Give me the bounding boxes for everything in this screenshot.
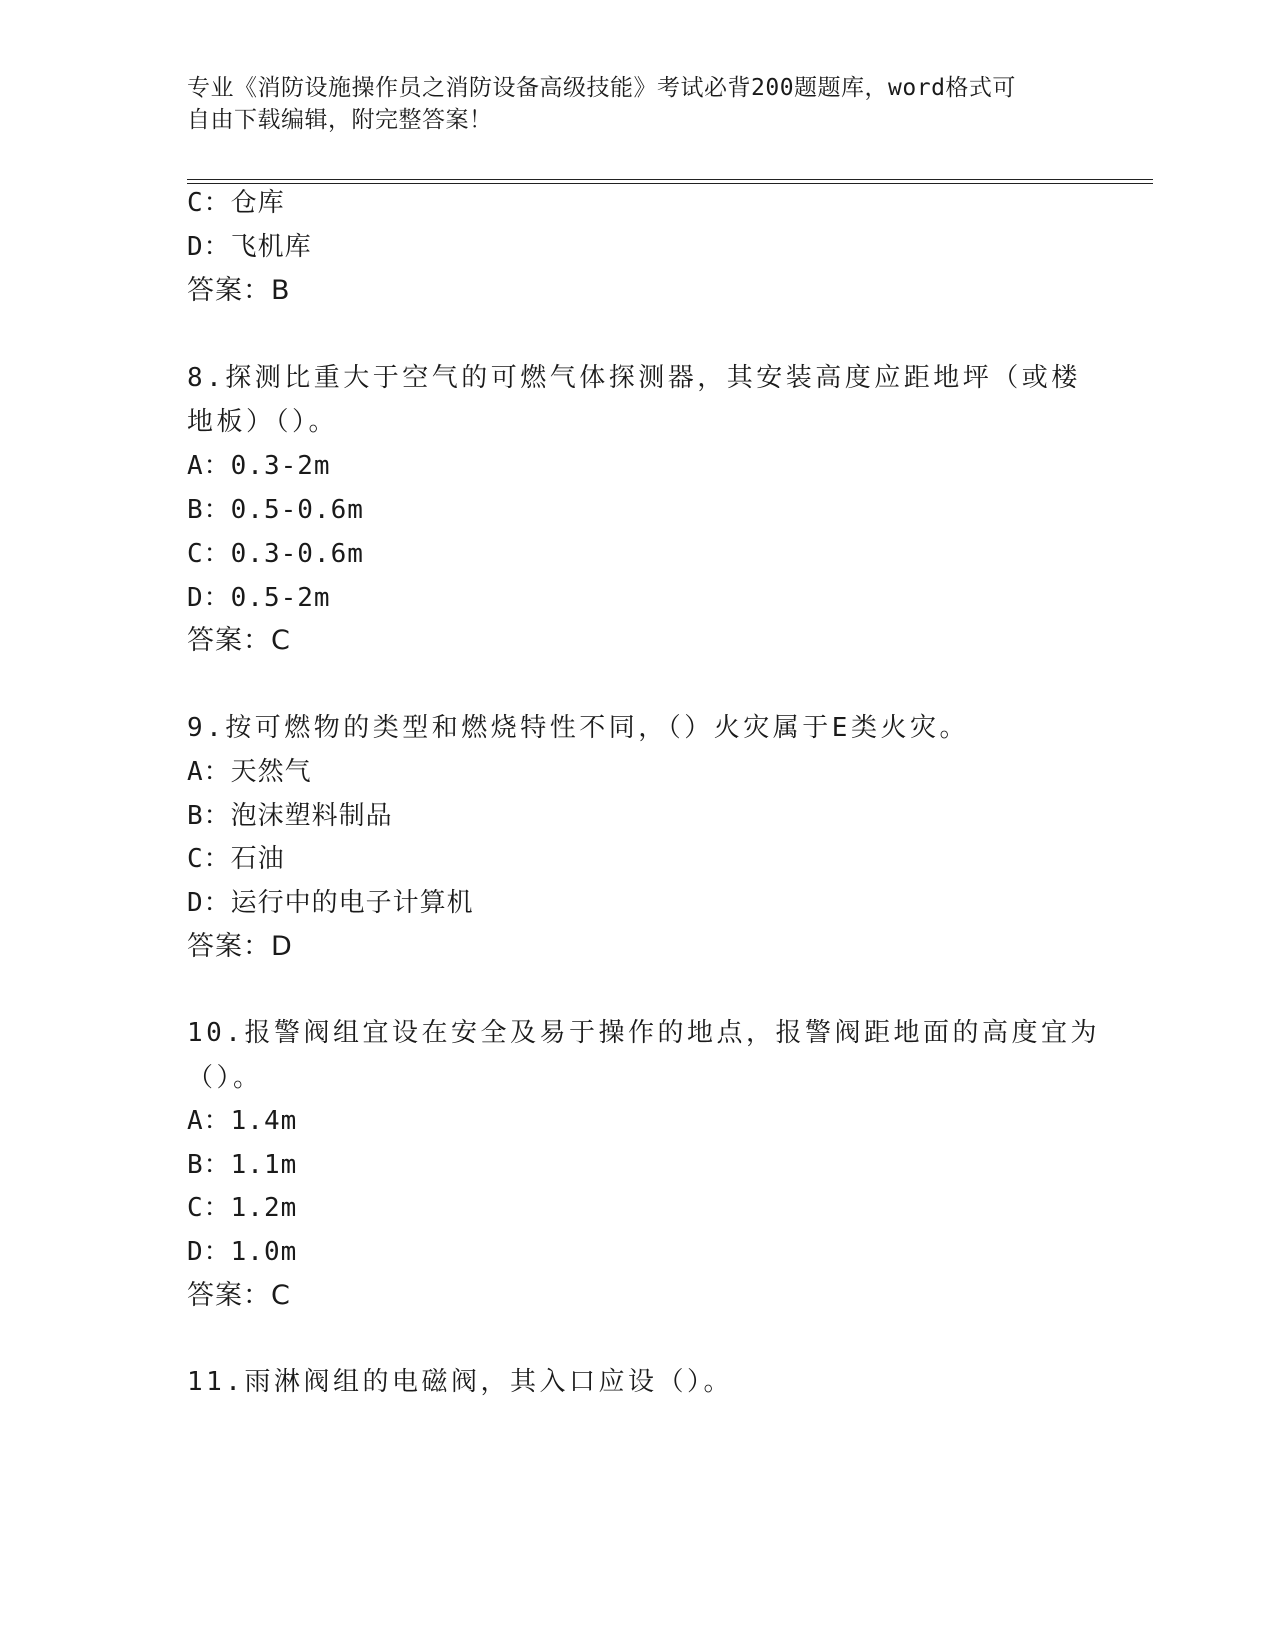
document-header (187, 72, 1067, 136)
question-stem-line: 8.探测比重大于空气的可燃气体探测器，其安装高度应距地坪（或楼 (187, 363, 1081, 393)
question-stem-line: 10.报警阀组宜设在安全及易于操作的地点，报警阀距地面的高度宜为 (187, 1018, 1100, 1048)
option-line: C：仓库 (187, 188, 285, 218)
header-line-2: 自由下载编辑，附完整答案！ (187, 107, 493, 133)
option-line: B：泡沫塑料制品 (187, 801, 393, 831)
answer-line: 答案：C (187, 1280, 291, 1311)
option-line: B：0.5-0.6m (187, 495, 364, 525)
answer-line: 答案：C (187, 625, 291, 656)
option-line: A：0.3-2m (187, 451, 331, 481)
option-line: D：运行中的电子计算机 (187, 888, 474, 918)
question-stem-line: 9.按可燃物的类型和燃烧特性不同，（）火灾属于E类火灾。 (187, 713, 969, 743)
answer-line: 答案：B (187, 275, 291, 306)
option-line: C：石油 (187, 844, 285, 874)
option-line: C：0.3-0.6m (187, 539, 364, 569)
option-line: A：1.4m (187, 1106, 298, 1136)
option-line: C：1.2m (187, 1193, 298, 1223)
question-stem-line: 地板）（）。 (187, 407, 339, 437)
header-line-1: 专业《消防设施操作员之消防设备高级技能》考试必背200题题库，word格式可 (187, 75, 1016, 101)
option-line: D：飞机库 (187, 232, 312, 262)
option-line: D：0.5-2m (187, 583, 331, 613)
header-divider-bottom (187, 183, 1153, 184)
option-line: B：1.1m (187, 1150, 298, 1180)
header-divider-top (187, 179, 1153, 180)
option-line: A：天然气 (187, 757, 312, 787)
answer-line: 答案：D (187, 931, 293, 962)
question-stem-line: （）。 (187, 1063, 263, 1093)
option-line: D：1.0m (187, 1237, 298, 1267)
question-stem-line: 11.雨淋阀组的电磁阀，其入口应设（）。 (187, 1367, 733, 1397)
